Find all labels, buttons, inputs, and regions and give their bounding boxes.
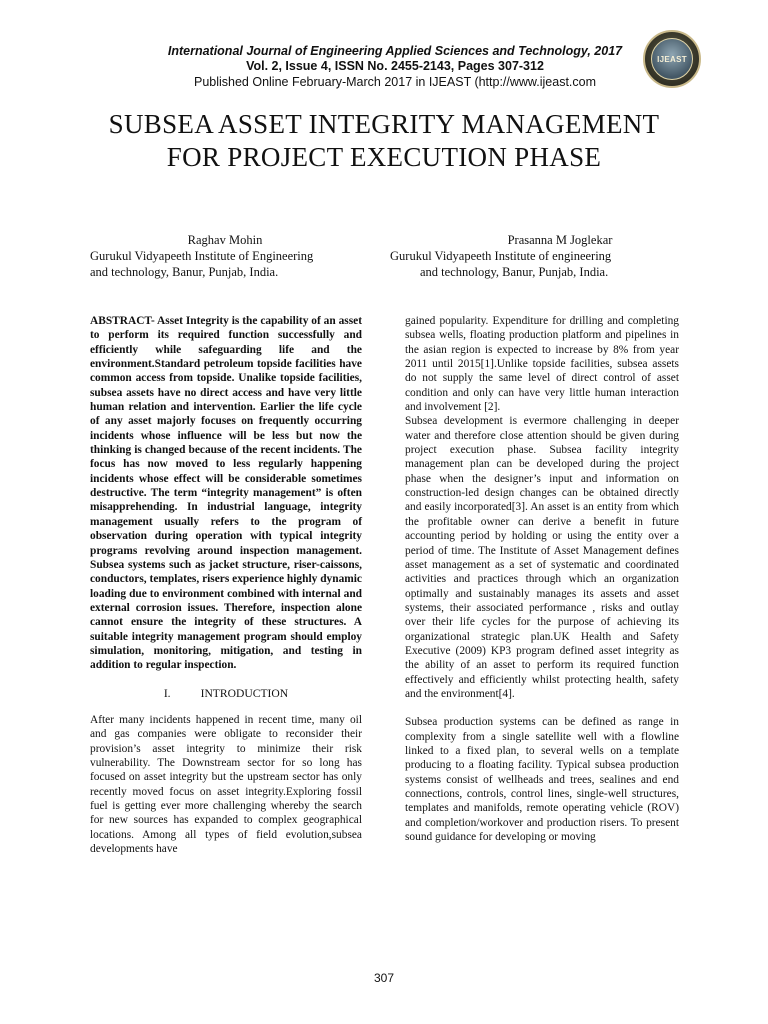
section-heading <box>90 687 362 701</box>
author-affiliation: and technology, Banur, Punjab, India. <box>420 265 609 279</box>
journal-header <box>150 44 640 90</box>
logo-text: IJEAST <box>657 54 687 64</box>
section-title: INTRODUCTION <box>200 686 289 700</box>
author-affiliation: and technology, Banur, Punjab, India. <box>90 265 279 279</box>
body-paragraph: gained popularity. Expenditure for drilling and completing subsea wells, floating production platform and pipelines in the asian region is expected to increase by 8% from year 2011 until 2015[1].Unlike topside facilities, subsea assets do not supply the same level of direct control of asset condition and only can have very little human interaction and involvement [2]. <box>405 315 679 414</box>
right-column <box>405 314 679 844</box>
abstract: ABSTRACT- Asset Integrity is the capability of an asset to perform its required function successfully and efficiently while safeguarding life and the environment.Standard petroleum topside facilities have common access from topside. Unalike topside facilities, subsea assets have no direct access and have very little human relation and intervention. Earlier the life cycle of any asset majorly focuses on frequently occurring incidents whose influence will be less but now the thinking is changed because of the recent incidents. The focus has now moved to less regularly happening incidents whose effect will be considerable sometimes destructive. The term “integrity management” is often misapprehending. In industrial language, integrity management usually refers to the program of observation during operation with typical integrity programs revolving around inspection management. Subsea systems such as jacket structure, riser-caissons, conductors, templates, risers experience highly dynamic loading due to environment combined with internal and external corrosion issues. Therefore, inspection alone cannot ensure the integrity of these structures. A suitable integrity management program should employ simulation, monitoring, mitigation, and testing in addition to regular inspection. <box>90 315 362 672</box>
author-block-1 <box>90 232 380 280</box>
body-paragraph: Subsea production systems can be defined as range in complexity from a single satellite well with a flowline linked to a fixed plan, to several wells on a template producing to a floating facility. Typical subsea production systems consist of wellheads and trees, sealines and end connections, controls, control lines, single-well structures, templates and manifolds, remote operating vehicle (ROV) and completion/workover and production risers. To present sound guidance for developing or moving <box>405 716 679 844</box>
journal-name: International Journal of Engineering Applied Sciences and Technology, 2017 <box>167 44 623 58</box>
author-affiliation: Gurukul Vidyapeeth Institute of engineering <box>390 249 612 263</box>
body-paragraph: After many incidents happened in recent time, many oil and gas companies were obligate to reconsider their provision’s asset integrity to minimize their risk vulnerability. The Downstream sector for so long has focused on asset integrity but the upstream sector has only recently moved focus on asset integrity.Exploring fossil fuel is getting ever more challenging whereby the search for new sources has expanded to complex geographical locations. Among all types of field evolution,subsea developments have <box>90 713 362 856</box>
journal-volume-issue: Vol. 2, Issue 4, ISSN No. 2455-2143, Pages 307-312 <box>246 59 544 73</box>
section-number: I. <box>163 686 171 700</box>
left-column <box>90 314 362 856</box>
journal-publication-info: Published Online February-March 2017 in IJEAST (http://www.ijeast.com <box>193 75 597 89</box>
author-affiliation: Gurukul Vidyapeeth Institute of Engineering <box>90 249 314 263</box>
page-number: 307 <box>373 971 395 985</box>
author-name: Raghav Mohin <box>187 233 263 247</box>
author-name: Prasanna M Joglekar <box>507 233 613 247</box>
globe-icon <box>651 38 693 80</box>
paper-title: SUBSEA ASSET INTEGRITY MANAGEMENT FOR PROJECT EXECUTION PHASE <box>108 109 660 172</box>
body-paragraph: Subsea development is evermore challenging in deeper water and therefore close attention should be given during project execution phase. Subsea facility integrity management plan can be developed during the project phase when the designer’s input and information on construction-led design changes can be obtained directly and easily incorporated[3]. An asset is an entity from which the profitable owner can derive a benefit in future accounting period by holding or using the entity over a period of time. The Institute of Asset Management defines asset management as a set of systematic and coordinated activities and practices through which an organization optimally and sustainably manages its assets and asset systems, their associated performance , risks and outlay over their life cycles for the purpose of achieving its organizational strategic plan.UK Health and Safety Executive (2009) KP3 program defined asset integrity as the ability of an asset to perform its required function effectively and efficiently whilst protecting health, safety and the environment[4]. <box>405 415 679 700</box>
author-block-2 <box>390 232 690 280</box>
journal-logo <box>643 30 701 88</box>
